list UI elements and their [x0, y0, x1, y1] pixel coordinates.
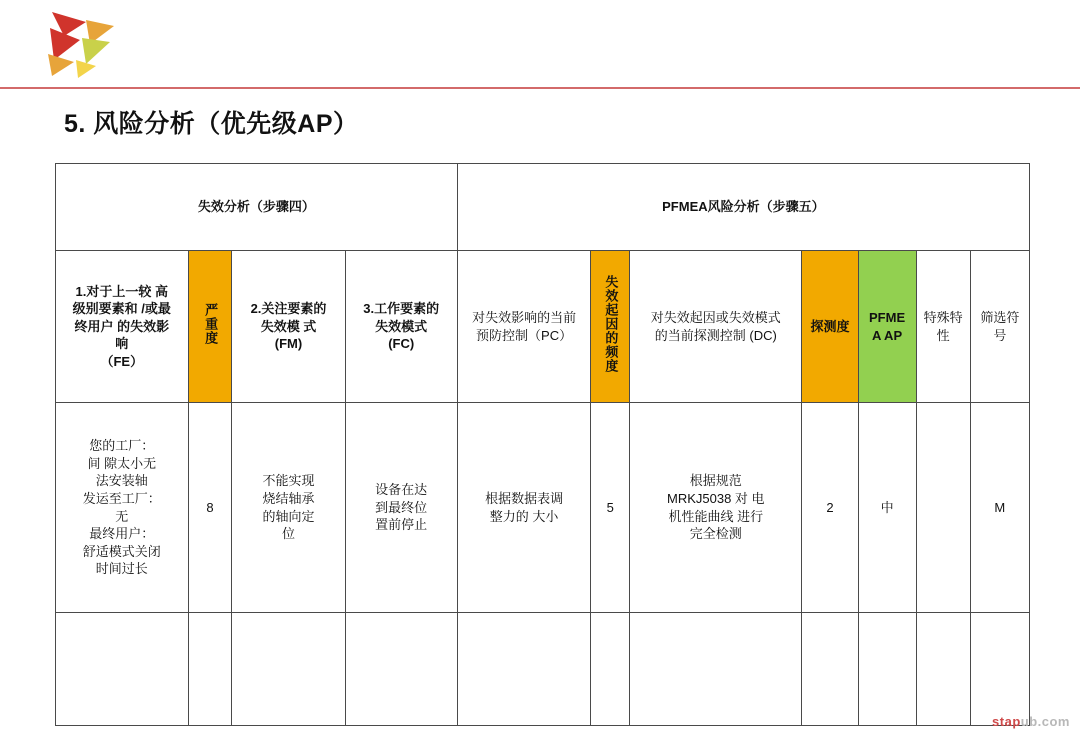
- cell-special-characteristic: [916, 403, 970, 613]
- fc-line-3: 置前停止: [375, 517, 428, 533]
- cell-filter-symbol-empty: [970, 613, 1029, 726]
- col-header-severity-label: 严重度: [203, 303, 219, 346]
- col-header-detection-control: [630, 251, 802, 403]
- fm-line-1: 不能实现: [262, 473, 315, 489]
- col-header-pfmea-ap: [858, 251, 916, 403]
- fc-line-2: 到最终位: [375, 499, 428, 515]
- cell-failure-effect-empty: [56, 613, 189, 726]
- dc-line-1: 根据规范: [689, 473, 742, 489]
- cell-severity-empty: [188, 613, 232, 726]
- cell-occurrence-empty: [591, 613, 630, 726]
- col-header-fc-line3: (FC): [388, 336, 415, 352]
- col-header-occurrence: [591, 251, 630, 403]
- col-header-fm-line3: (FM): [274, 336, 303, 352]
- fe-line-1: 您的工厂：: [89, 438, 155, 454]
- dc-line-2: MRKJ5038 对 电: [667, 490, 765, 506]
- col-header-sc-line2: 性: [936, 327, 950, 343]
- col-header-fe-line1: 1.对于上一较 高: [75, 283, 169, 299]
- dc-line-3: 机性能曲线 进行: [668, 508, 764, 524]
- cell-detection: 2: [802, 403, 858, 613]
- table-group-header-row: [56, 164, 1030, 251]
- cell-prevention-control-empty: [457, 613, 591, 726]
- cell-severity: 8: [188, 403, 232, 613]
- pc-line-1: 根据数据表调: [485, 490, 564, 506]
- col-header-fc-line1: 3.工作要素的: [363, 301, 440, 317]
- col-header-dc-line2: 的当前探测控制 (DC): [654, 327, 777, 343]
- cell-detection-empty: [802, 613, 858, 726]
- col-header-failure-mode: [232, 251, 345, 403]
- col-header-filter-line1: 筛选符: [980, 309, 1020, 325]
- table-column-header-row: [56, 251, 1030, 403]
- slide-header: [0, 0, 1080, 88]
- pc-line-2: 整力的 大小: [489, 508, 559, 524]
- fe-line-7: 舒适模式关闭: [82, 543, 161, 559]
- cell-prevention-control: [457, 403, 591, 613]
- group-header-pfmea-risk: PFMEA风险分析（步骤五）: [457, 164, 1029, 251]
- group-header-failure-analysis: 失效分析（步骤四）: [56, 164, 458, 251]
- col-header-pc-line1: 对失效影响的当前: [472, 309, 577, 325]
- watermark-left: stap: [992, 714, 1021, 729]
- fm-line-3: 的轴向定: [262, 508, 315, 524]
- col-header-failure-cause: [345, 251, 457, 403]
- col-header-fe-line2: 级别要素和 /或最: [72, 301, 171, 317]
- risk-analysis-table: [55, 163, 1030, 726]
- col-header-failure-effect: [56, 251, 189, 403]
- cell-detection-control: [630, 403, 802, 613]
- fe-line-4: 发运至工厂：: [82, 490, 161, 506]
- cell-detection-control-empty: [630, 613, 802, 726]
- cell-failure-effect: [56, 403, 189, 613]
- fe-line-5: 无: [115, 508, 129, 524]
- page-title: 5. 风险分析（优先级AP）: [64, 110, 359, 138]
- col-header-sc-line1: 特殊特: [923, 309, 963, 325]
- fe-line-8: 时间过长: [95, 561, 148, 577]
- fm-line-2: 烧结轴承: [262, 490, 315, 506]
- col-header-prevention-control: [457, 251, 591, 403]
- col-header-fe-line4: 响: [115, 336, 129, 352]
- watermark-right: ub.com: [1020, 714, 1070, 729]
- cell-failure-mode-empty: [232, 613, 345, 726]
- col-header-special-characteristic: [916, 251, 970, 403]
- fe-line-6: 最终用户：: [89, 526, 155, 542]
- company-logo: [24, 10, 120, 80]
- col-header-fm-line2: 失效模 式: [260, 318, 317, 334]
- col-header-fe-line5: （FE）: [100, 353, 144, 369]
- header-divider: [0, 87, 1080, 89]
- col-header-dc-line1: 对失效起因或失效模式: [650, 309, 781, 325]
- cell-failure-cause-empty: [345, 613, 457, 726]
- col-header-fm-line1: 2.关注要素的: [250, 301, 327, 317]
- cell-special-characteristic-empty: [916, 613, 970, 726]
- cell-pfmea-ap-empty: [858, 613, 916, 726]
- cell-failure-cause: [345, 403, 457, 613]
- col-header-pc-line2: 预防控制（PC）: [476, 327, 573, 343]
- cell-filter-symbol: M: [970, 403, 1029, 613]
- col-header-ap-line1: PFME: [869, 309, 906, 325]
- col-header-fc-line2: 失效模式: [375, 318, 428, 334]
- dc-line-4: 完全检测: [689, 526, 742, 542]
- fc-line-1: 设备在达: [375, 482, 428, 498]
- cell-failure-mode: [232, 403, 345, 613]
- col-header-severity: [188, 251, 232, 403]
- cell-pfmea-ap: 中: [858, 403, 916, 613]
- risk-analysis-table-wrapper: [55, 163, 1030, 726]
- cell-occurrence: 5: [591, 403, 630, 613]
- col-header-fe-line3: 终用户 的失效影: [74, 318, 170, 334]
- col-header-detection: 探测度: [802, 251, 858, 403]
- fm-line-4: 位: [281, 526, 295, 542]
- watermark: [992, 714, 1070, 729]
- col-header-occurrence-label: 失效起因的频度: [603, 275, 619, 374]
- col-header-ap-line2: A AP: [872, 327, 903, 343]
- table-row: [56, 403, 1030, 613]
- fe-line-2: 间 隙太小无: [87, 455, 157, 471]
- col-header-filter-line2: 号: [993, 327, 1007, 343]
- fe-line-3: 法安装轴: [95, 473, 148, 489]
- col-header-filter-symbol: [970, 251, 1029, 403]
- table-row-empty: [56, 613, 1030, 726]
